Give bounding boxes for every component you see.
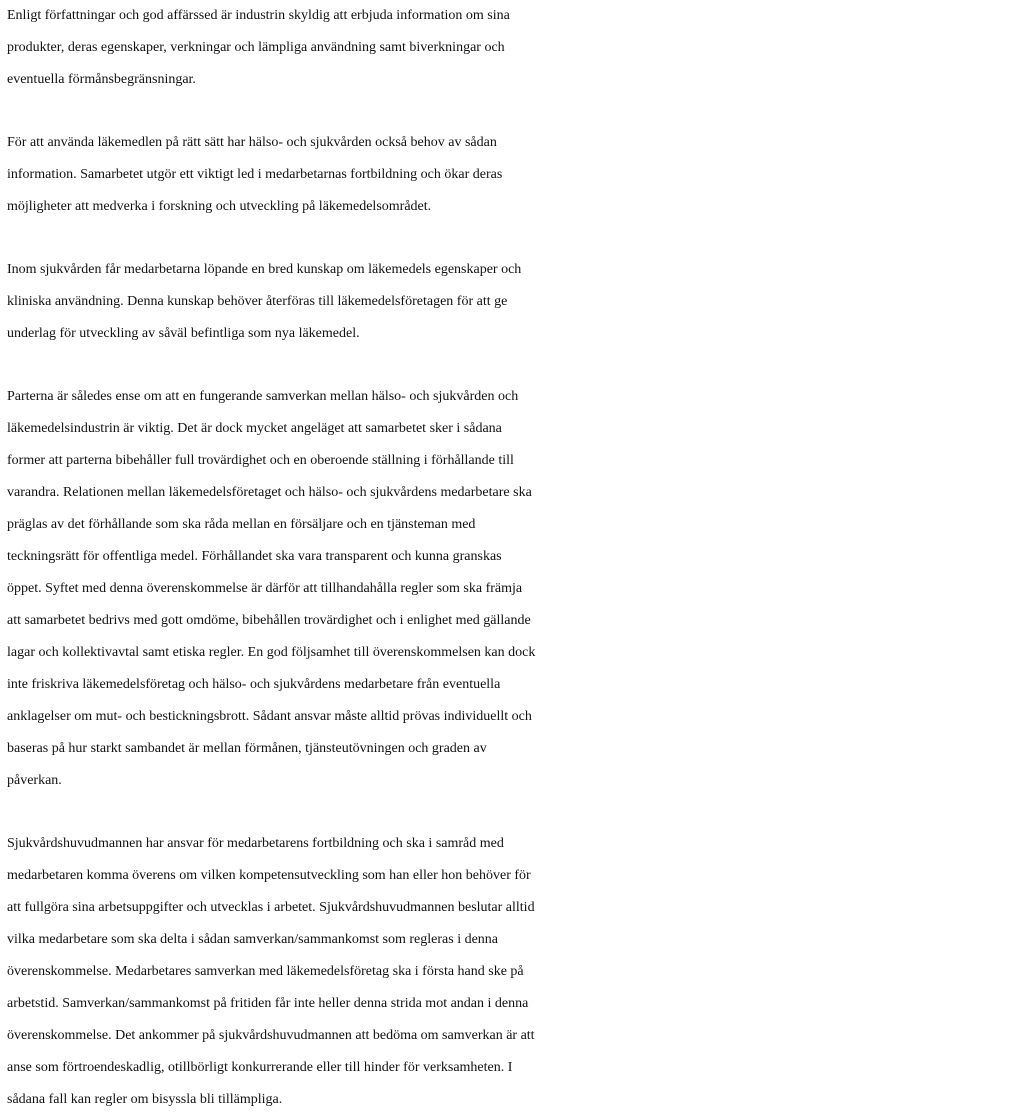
text-line: sådana fall kan regler om bisyssla bli tillämpliga. <box>7 1092 283 1107</box>
text-line: öppet. Syftet med denna överenskommelse är därför att tillhandahålla regler som ska främja <box>7 581 523 596</box>
text-line: att samarbetet bedrivs med gott omdöme, bibehållen trovärdighet och i enlighet med gällande <box>7 613 531 628</box>
text-line: överenskommelse. Medarbetares samverkan med läkemedelsföretag ska i första hand ske på <box>7 964 524 979</box>
paragraph-gap <box>7 350 1024 381</box>
text-line: former att parterna bibehåller full trovärdighet och en oberoende ställning i förhållande till <box>7 453 514 468</box>
paragraph-4 <box>7 381 1024 797</box>
text-line: möjligheter att medverka i forskning och utveckling på läkemedelsområdet. <box>7 199 432 214</box>
text-line: produkter, deras egenskaper, verkningar och lämpliga användning samt biverkningar och <box>7 40 505 55</box>
paragraph-2 <box>7 127 1024 223</box>
text-line: påverkan. <box>7 773 62 788</box>
text-line: Inom sjukvården får medarbetarna löpande en bred kunskap om läkemedels egenskaper och <box>7 262 522 277</box>
paragraph-3 <box>7 254 1024 350</box>
text-line: medarbetaren komma överens om vilken kompetensutveckling som han eller hon behöver för <box>7 868 531 883</box>
paragraph-gap <box>7 96 1024 127</box>
text-line: anklagelser om mut- och bestickningsbrott. Sådant ansvar måste alltid prövas individuellt och <box>7 709 532 724</box>
paragraph-gap <box>7 797 1024 828</box>
text-line: För att använda läkemedlen på rätt sätt har hälso- och sjukvården också behov av sådan <box>7 135 497 150</box>
text-line: baseras på hur starkt sambandet är mellan förmånen, tjänsteutövningen och graden av <box>7 741 487 756</box>
text-line: överenskommelse. Det ankommer på sjukvårdshuvudmannen att bedöma om samverkan är att <box>7 1028 535 1043</box>
text-line: kliniska användning. Denna kunskap behöver återföras till läkemedelsföretagen för att ge <box>7 294 508 309</box>
text-line: arbetstid. Samverkan/sammankomst på fritiden får inte heller denna strida mot andan i denna <box>7 996 529 1011</box>
text-line: varandra. Relationen mellan läkemedelsföretaget och hälso- och sjukvårdens medarbetare ska <box>7 485 532 500</box>
text-line: inte friskriva läkemedelsföretag och hälso- och sjukvårdens medarbetare från eventuella <box>7 677 501 692</box>
text-line: teckningsrätt för offentliga medel. Förhållandet ska vara transparent och kunna granskas <box>7 549 502 564</box>
text-line: underlag för utveckling av såväl befintliga som nya läkemedel. <box>7 326 360 341</box>
text-line: Sjukvårdshuvudmannen har ansvar för medarbetarens fortbildning och ska i samråd med <box>7 836 504 851</box>
text-line: eventuella förmånsbegränsningar. <box>7 72 196 87</box>
paragraph-5 <box>7 828 1024 1116</box>
text-line: att fullgöra sina arbetsuppgifter och utvecklas i arbetet. Sjukvårdshuvudmannen beslutar alltid <box>7 900 535 915</box>
paragraph-1 <box>7 0 1024 96</box>
paragraph-gap <box>7 223 1024 254</box>
text-line: Enligt författningar och god affärssed är industrin skyldig att erbjuda information om sina <box>7 8 510 23</box>
text-line: läkemedelsindustrin är viktig. Det är dock mycket angeläget att samarbetet sker i sådana <box>7 421 502 436</box>
text-line: lagar och kollektivavtal samt etiska regler. En god följsamhet till överenskommelsen kan dock <box>7 645 536 660</box>
text-line: präglas av det förhållande som ska råda mellan en försäljare och en tjänsteman med <box>7 517 476 532</box>
text-line: vilka medarbetare som ska delta i sådan samverkan/sammankomst som regleras i denna <box>7 932 499 947</box>
text-line: anse som förtroendeskadlig, otillbörligt konkurrerande eller till hinder för verksamheten. I <box>7 1060 513 1075</box>
text-line: Parterna är således ense om att en fungerande samverkan mellan hälso- och sjukvården och <box>7 389 519 404</box>
text-line: information. Samarbetet utgör ett viktigt led i medarbetarnas fortbildning och ökar deras <box>7 167 503 182</box>
